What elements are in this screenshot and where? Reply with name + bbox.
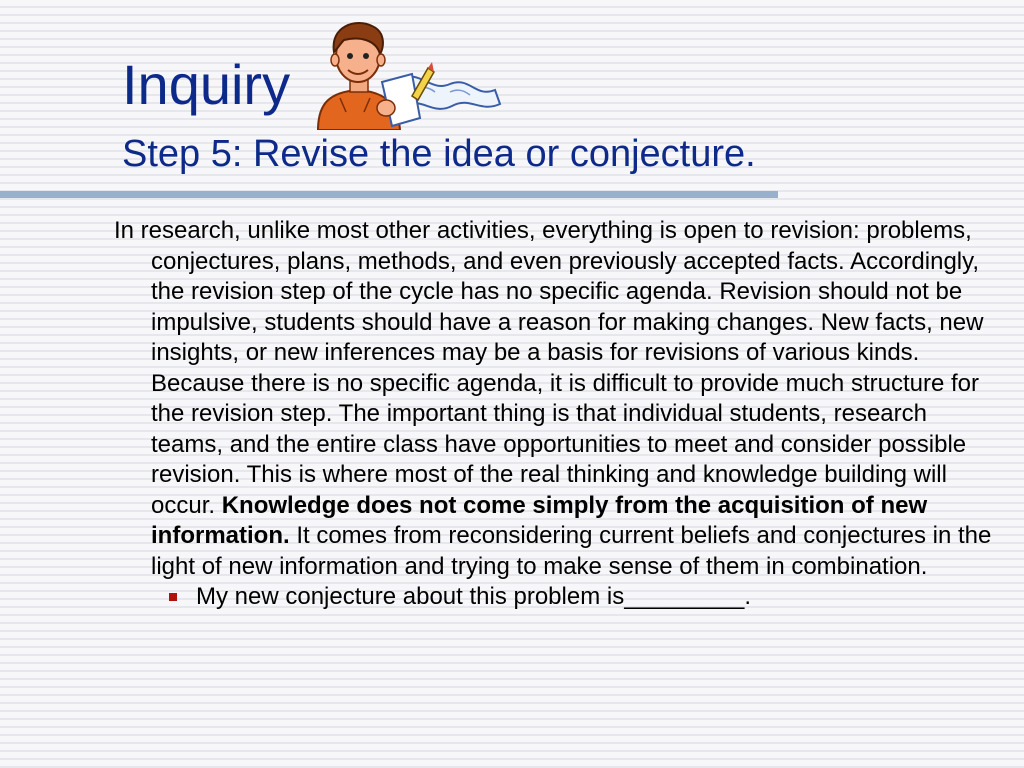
square-bullet-icon	[169, 593, 177, 601]
slide-title: Inquiry	[122, 53, 291, 116]
paragraph-text-after: It comes from reconsidering current beliefs and conjectures in the light of new information and trying to make sense of them in combination.	[151, 522, 992, 580]
bullet-item	[114, 582, 1004, 613]
paragraph-bold-statement: Knowledge does not come simply from the acquisition of new information.	[151, 491, 928, 549]
paragraph-text-before: In research, unlike most other activities, everything is open to revision: problems, conjectures, plans, methods, and even previously accepted facts. Accordingly, the revision step of the cycle has no specific agenda. Revision should not be impulsive, students should have a reason for making changes. New facts, new insights, or new inferences may be a basis for revisions of various kinds. Because there is no specific agenda, it is difficult to provide much structure for the revision step. The important thing is that individual students, research teams, and the entire class have opportunities to meet and consider possible revision. This is where most of the real thinking and knowledge building will occur.	[114, 217, 984, 519]
slide-subtitle: Step 5: Revise the idea or conjecture.	[122, 133, 756, 175]
body-paragraph	[114, 216, 1004, 582]
cartoon-person-writing-icon	[300, 18, 510, 130]
slide-body	[114, 216, 1004, 613]
bullet-text: My new conjecture about this problem is_________.	[196, 583, 751, 610]
title-divider	[0, 191, 778, 198]
